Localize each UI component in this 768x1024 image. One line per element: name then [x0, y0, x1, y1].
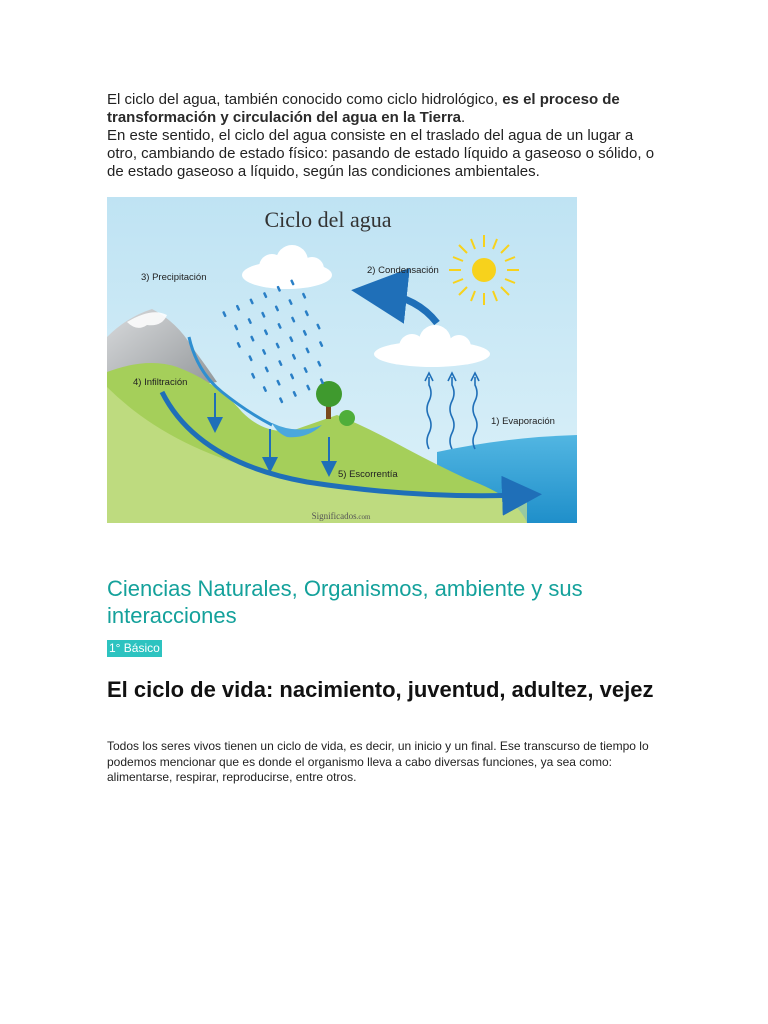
article-title: El ciclo de vida: nacimiento, juventud, adultez, vejez [107, 677, 654, 702]
intro-bold-definition: es el proceso de transformación y circulación del agua en la Tierra [107, 91, 620, 126]
water-cycle-diagram [107, 197, 577, 523]
intro-sentence: El ciclo del agua, también conocido como ciclo hidrológico, [107, 91, 503, 108]
label-infiltration: 4) Infiltración [133, 377, 188, 388]
intro-text [107, 91, 667, 181]
label-precipitation: 3) Precipitación [141, 272, 207, 283]
intro-paragraph-2: En este sentido, el ciclo del agua consiste en el traslado del agua de un lugar a otro, cambiando de estado físico: pasando de estado líquido a gaseoso o sólido, o de estado gaseoso a líquido, según las condiciones ambientales. [107, 127, 655, 180]
intro-paragraph-1 [107, 91, 667, 127]
tree-crown [316, 381, 342, 407]
bush [339, 410, 355, 426]
section-title: Ciencias Naturales, Organismos, ambiente y sus interacciones [107, 576, 583, 628]
sun-icon [449, 235, 519, 305]
diagram-title: Ciclo del agua [264, 207, 392, 232]
intro-period: . [461, 109, 466, 126]
grade-badge[interactable]: 1° Básico [109, 641, 160, 655]
label-evaporation: 1) Evaporación [491, 416, 555, 427]
label-runoff: 5) Escorrentía [338, 469, 398, 480]
label-condensation: 2) Condensación [367, 265, 439, 276]
article-body: Todos los seres vivos tienen un ciclo de vida, es decir, un inicio y un final. Ese transcurso de tiempo lo podemos mencionar que es donde el organismo lleva a cabo diversas funciones, ya sea como: alimentarse, respirar, reproducirse, entre otros. [107, 739, 649, 784]
diagram-credit: Significados.com [311, 511, 371, 521]
